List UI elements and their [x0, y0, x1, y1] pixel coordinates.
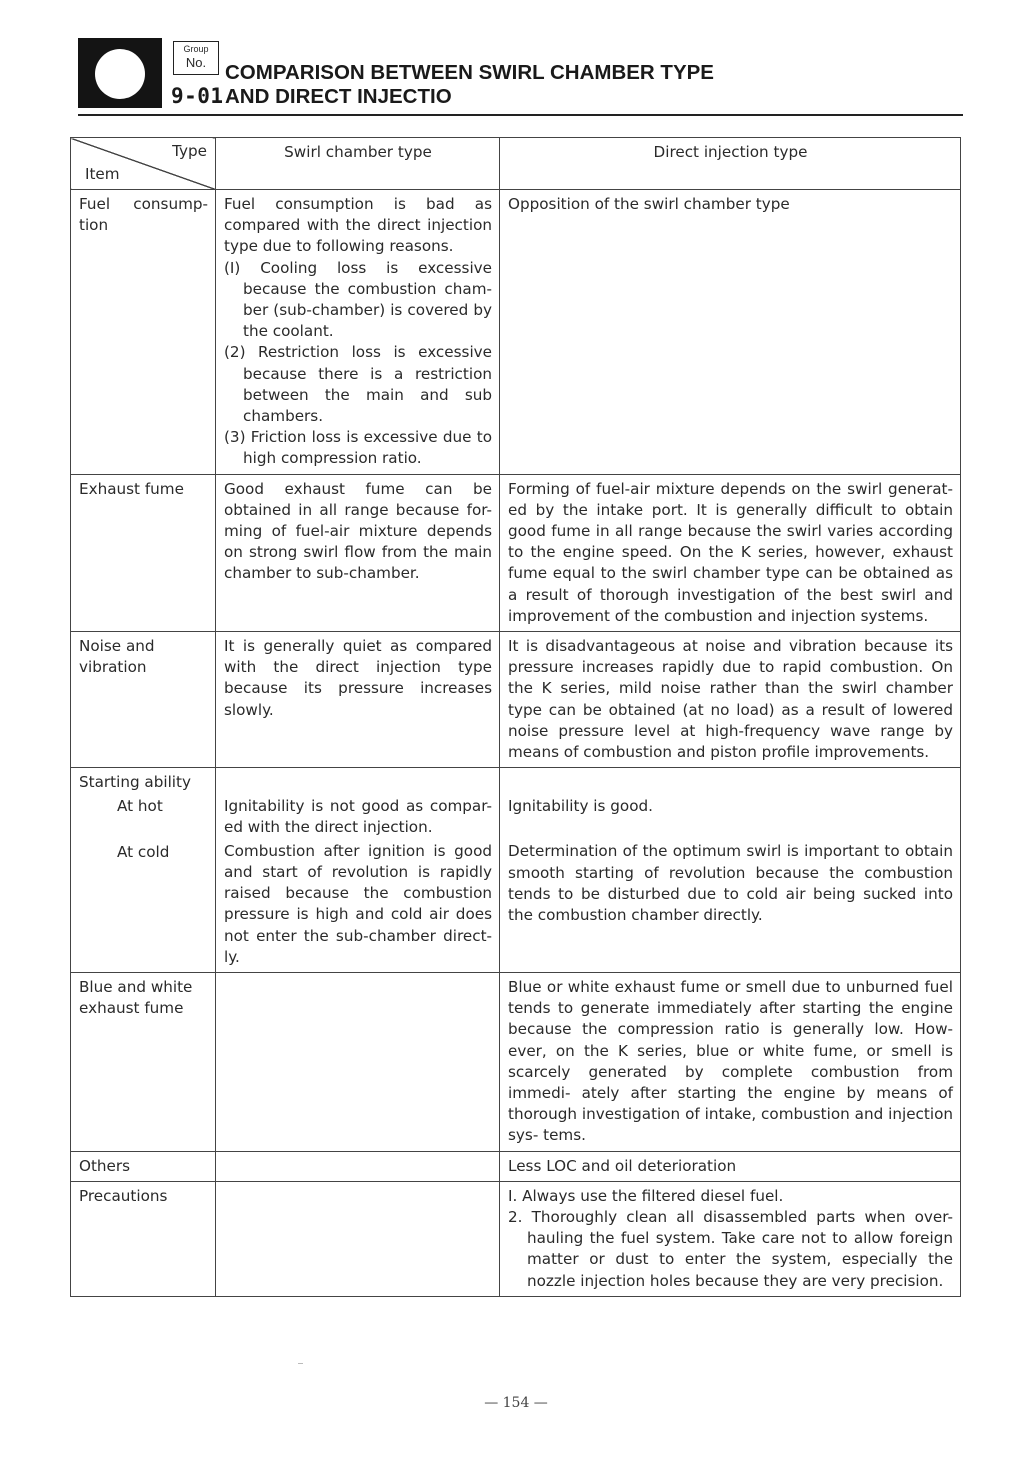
cell-direct-blue-white: Blue or white exhaust fume or smell due to unburned fuel tends to generate immediately after starting the engine because the compression ratio is generally low. How- ever, on the K series, blue or white fume, or smell is scarcely generated by complete combustion from immedi- ately after starting the engine by means of thorough investigation of intake, combustion and injection sys- tems.: [500, 972, 961, 1151]
corner-cell: [71, 138, 216, 190]
table-row: [71, 632, 961, 768]
table-row: [71, 190, 961, 475]
row-item-noise: Noise and vibration: [71, 632, 216, 768]
cell-direct-others: Less LOC and oil deterioration: [500, 1151, 961, 1181]
direct-starting-cold: Determination of the optimum swirl is important to obtain smooth starting of revolution because the combustion tends to be disturbed due to cold air being sucked into the combustion chamber directly.: [508, 842, 953, 925]
page-number: — 154 —: [484, 1395, 548, 1411]
at-cold-label: At cold: [117, 842, 170, 861]
page-title: [225, 61, 714, 109]
group-number: 9-01: [171, 84, 224, 108]
cell-swirl-fuel: [216, 190, 500, 475]
table-row: [71, 972, 961, 1151]
direct-starting-hot: Ignitability is good.: [508, 797, 653, 816]
cell-swirl-others: [216, 1151, 500, 1181]
column-header-swirl: Swirl chamber type: [216, 138, 500, 190]
swirl-starting-cold: Combustion after ignition is good and start of revolution is rapidly raised because the combustion pressure is high and cold air does not enter the sub-chamber direct- ly.: [224, 841, 492, 966]
table-row: [71, 1181, 961, 1296]
comparison-table: [70, 137, 961, 1297]
precaution-2: 2. Thoroughly clean all disassembled parts when over- hauling the fuel system. Take care not to allow foreign matter or dust to enter the system, especially the nozzle injection holes because they are very precision.: [508, 1207, 953, 1290]
corner-item-label: Item: [85, 164, 120, 183]
page-title-line2: AND DIRECT INJECTIO: [225, 85, 452, 108]
cell-swirl-exhaust: Good exhaust fume can be obtained in all range because for- ming of fuel-air mixture depends on strong swirl flow from the main chamber to sub-chamber.: [216, 474, 500, 631]
column-header-direct: Direct injection type: [500, 138, 961, 190]
corner-type-label: Type: [172, 142, 207, 160]
page-title-line1: COMPARISON BETWEEN SWIRL CHAMBER TYPE: [225, 61, 714, 84]
cell-swirl-noise: It is generally quiet as compared with the direct injection type because its pressure increases slowly.: [216, 632, 500, 768]
swirl-fuel-reason-2: (2) Restriction loss is excessive because there is a restriction between the main and sub chambers.: [224, 343, 492, 426]
row-item-others: Others: [71, 1151, 216, 1181]
swirl-fuel-intro: Fuel consumption is bad as compared with the direct injection type due to following reasons.: [224, 195, 492, 256]
cell-direct-exhaust: Forming of fuel-air mixture depends on the swirl generat- ed by the intake port. It is generally difficult to obtain good fume in all range because the swirl varies according to the engine speed. On the K series, however, exhaust fume equal to the swirl chamber type can be obtained as a result of thorough investigation of the best swirl and improvement of the combustion and injection systems.: [500, 474, 961, 631]
table-header-row: [71, 138, 961, 190]
header-rule: [78, 114, 963, 116]
at-hot-label: At hot: [117, 797, 163, 816]
section-marker-circle-icon: [95, 49, 145, 99]
starting-ability-label: Starting ability: [79, 773, 191, 792]
cell-swirl-precautions: [216, 1181, 500, 1296]
cell-direct-precautions: [500, 1181, 961, 1296]
scan-speck: [298, 1363, 303, 1364]
precaution-1: I. Always use the filtered diesel fuel.: [508, 1186, 784, 1205]
row-item-precautions: Precautions: [71, 1181, 216, 1296]
no-label: No.: [185, 55, 207, 70]
row-item-fuel: Fuel consump- tion: [71, 190, 216, 475]
row-item-blue-white: Blue and white exhaust fume: [71, 972, 216, 1151]
row-item-exhaust: Exhaust fume: [71, 474, 216, 631]
table-row: [71, 1151, 961, 1181]
table-row: [71, 768, 961, 973]
swirl-fuel-reason-1: (I) Cooling loss is excessive because the combustion cham- ber (sub-chamber) is covered by the coolant.: [224, 258, 492, 341]
cell-direct-fuel: Opposition of the swirl chamber type: [500, 190, 961, 475]
table-row: [71, 474, 961, 631]
swirl-starting-hot: Ignitability is not good as compar- ed with the direct injection.: [224, 797, 492, 837]
cell-direct-noise: It is disadvantageous at noise and vibration because its pressure increases rapidly due to rapid combustion. On the K series, mild noise rather than the swirl chamber type can be obtained (at no load) as a result of lowered noise pressure level at high-frequency wave range by means of combustion and piston profile improvements.: [500, 632, 961, 768]
group-number-box: [173, 41, 219, 75]
swirl-fuel-reason-3: (3) Friction loss is excessive due to high compression ratio.: [224, 428, 492, 468]
cell-swirl-starting: [216, 768, 500, 973]
section-marker-block: [78, 38, 162, 108]
cell-direct-starting: [500, 768, 961, 973]
row-item-starting: [71, 768, 216, 973]
group-label: Group: [183, 44, 209, 54]
cell-swirl-blue-white: [216, 972, 500, 1151]
